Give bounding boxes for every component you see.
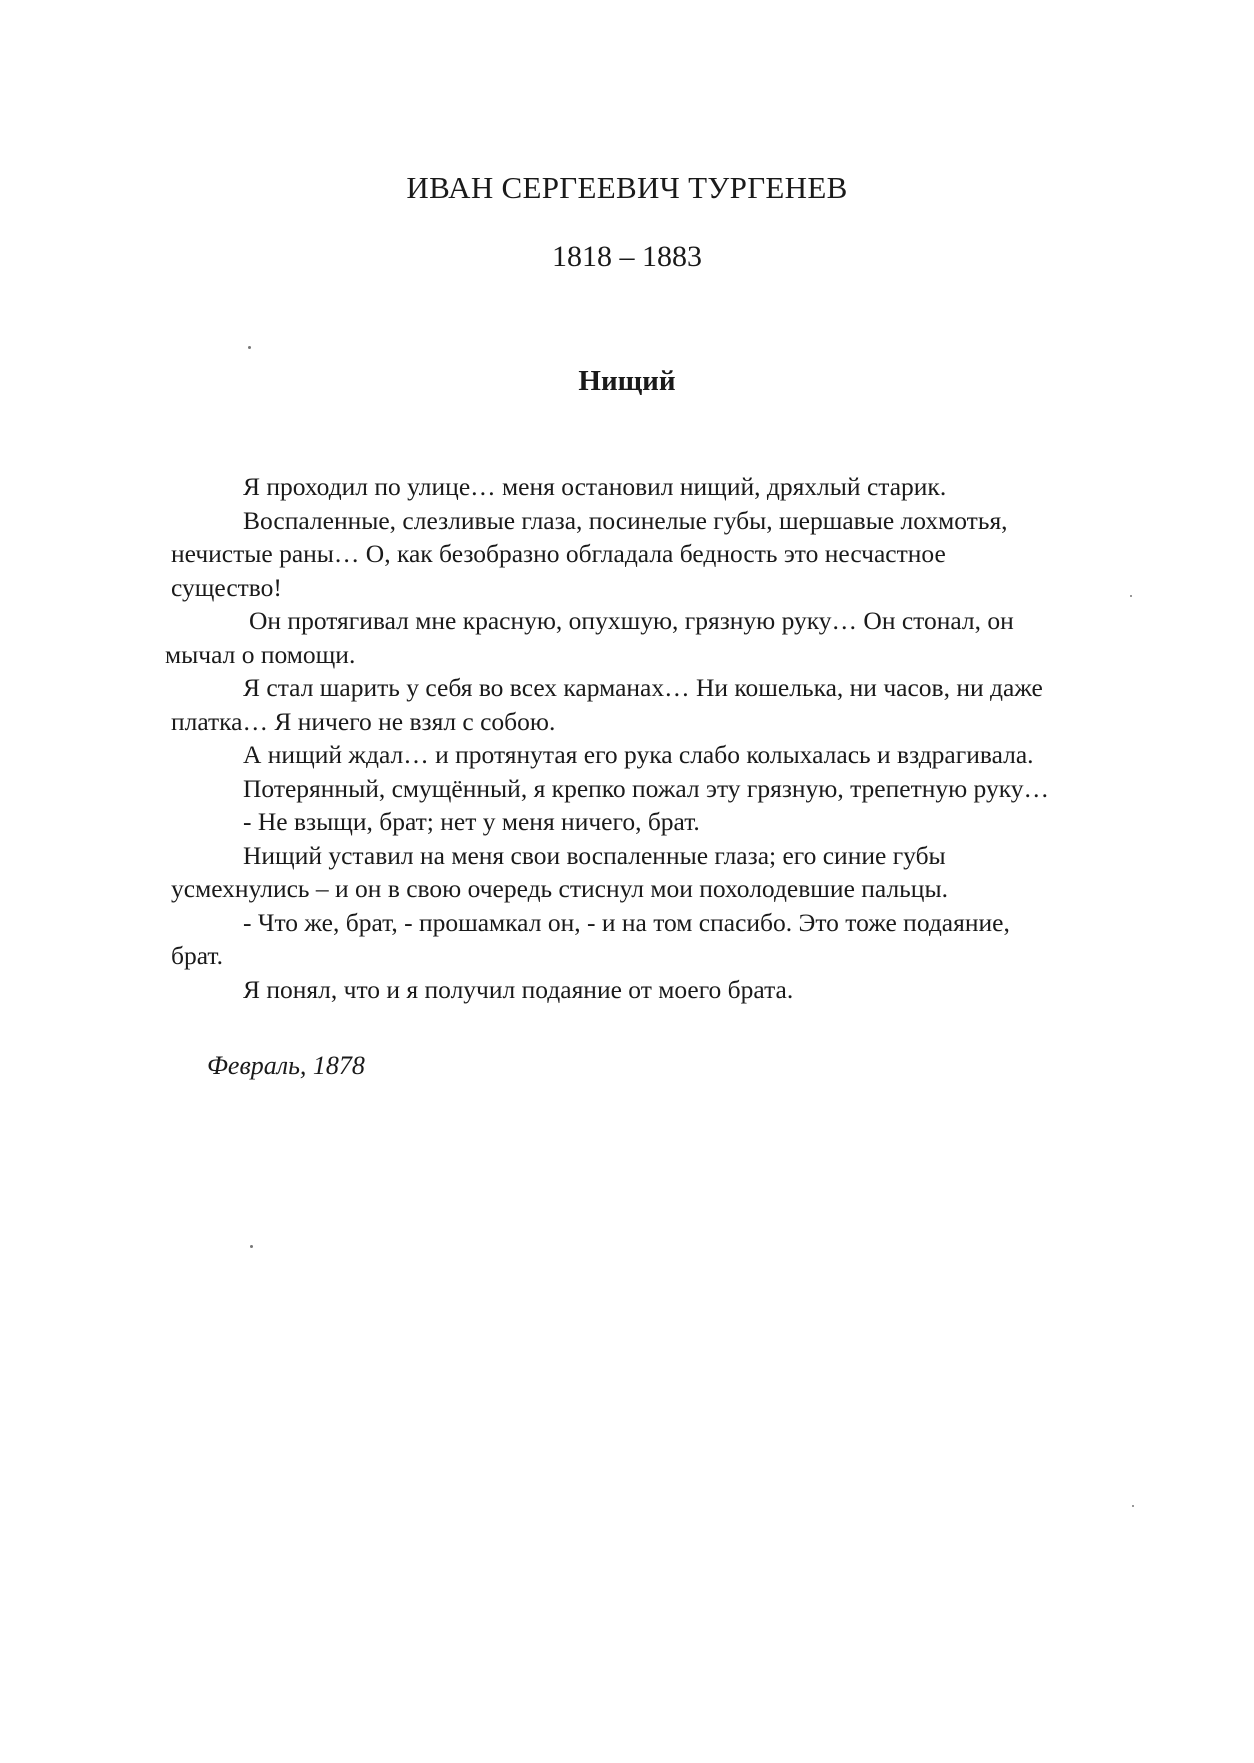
paragraph (207, 738, 1177, 772)
text-line: существо! (171, 572, 282, 602)
text-line: - Что же, брат, - прошамкал он, - и на том спасибо. Это тоже подаяние, (243, 907, 1010, 937)
scan-speck (250, 1245, 253, 1248)
text-line: Нищий уставил на меня свои воспаленные глаза; его синие губы (243, 840, 946, 870)
text-line: нечистые раны… О, как безобразно обгладала бедность это несчастное (171, 539, 946, 568)
poem-body (165, 470, 1177, 1006)
text-line: Воспаленные, слезливые глаза, посинелые губы, шершавые лохмотья, (243, 505, 1008, 535)
paragraph (171, 504, 1177, 605)
paragraph (207, 973, 1177, 1007)
paragraph (171, 839, 1177, 906)
paragraph (207, 772, 1177, 806)
paragraph (207, 470, 1177, 504)
scan-speck (1132, 1505, 1134, 1507)
text-line: усмехнулись – и он в свою очередь стиснул мои похолодевшие пальцы. (171, 874, 948, 903)
text-line: - Не взыщи, брат; нет у меня ничего, брат. (243, 807, 700, 836)
author-name: ИВАН СЕРГЕЕВИЧ ТУРГЕНЕВ (406, 170, 848, 205)
paragraph (171, 906, 1177, 973)
poem-date: Февраль, 1878 (207, 1051, 365, 1080)
text-line: брат. (171, 941, 223, 970)
text-line: Я стал шарить у себя во всех карманах… Ни кошелька, ни часов, ни даже (243, 673, 1043, 702)
paragraph (165, 604, 1177, 671)
poem-title: Нищий (578, 365, 676, 397)
text-line: Я проходил по улице… меня остановил нищий, дряхлый старик. (243, 472, 947, 501)
text-line: платка… Я ничего не взял с собою. (171, 706, 556, 736)
author-years: 1818 – 1883 (552, 240, 702, 273)
text-line: Я понял, что и я получил подаяние от моего брата. (243, 974, 794, 1004)
text-line: мычал о помощи. (165, 639, 356, 669)
scan-speck (1130, 595, 1132, 597)
text-line: Потерянный, смущённый, я крепко пожал эту грязную, трепетную руку… (243, 773, 1050, 803)
paragraph (207, 805, 1177, 839)
text-line: Он протягивал мне красную, опухшую, грязную руку… Он стонал, он (249, 606, 1014, 635)
scan-speck (248, 346, 251, 349)
text-line: А нищий ждал… и протянутая его рука слабо колыхалась и вздрагивала. (243, 740, 1034, 769)
paragraph (171, 671, 1177, 738)
